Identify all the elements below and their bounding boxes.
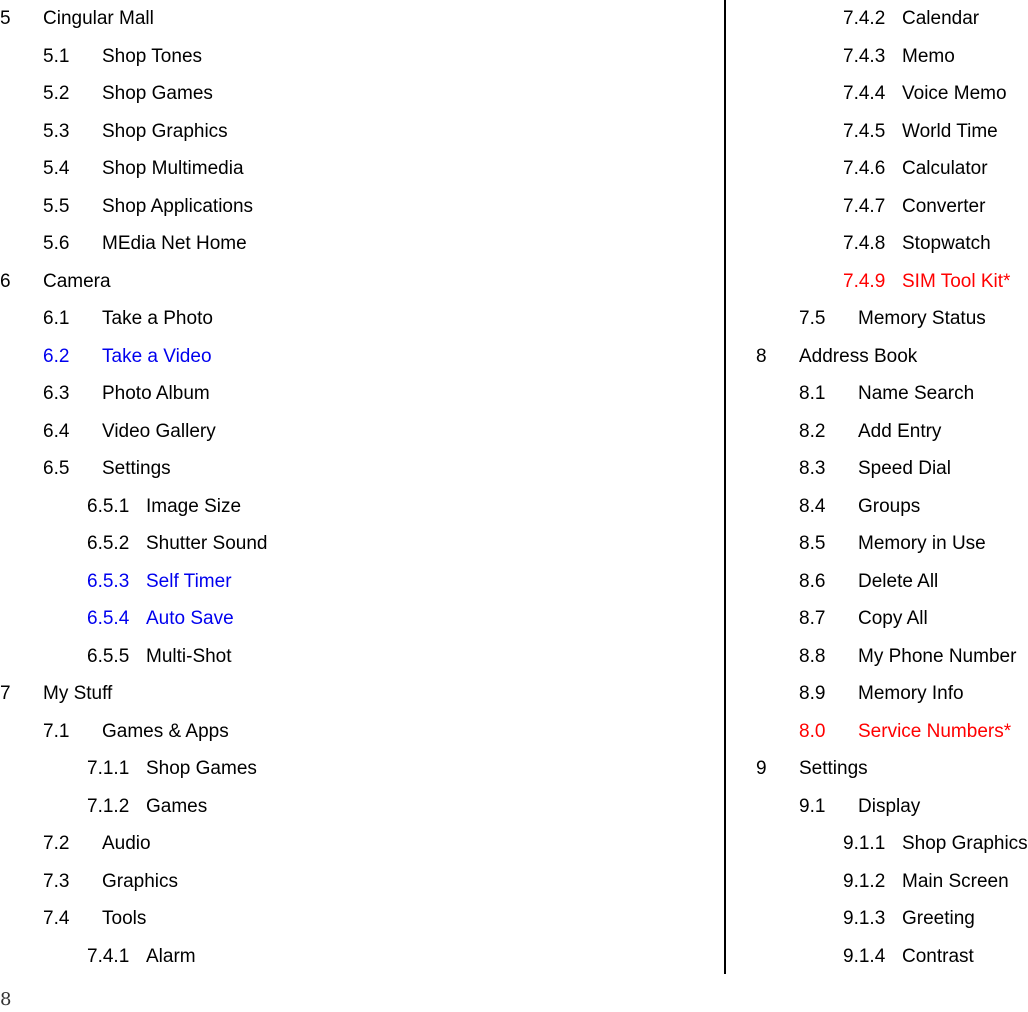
- menu-item-label: Add Entry: [858, 420, 942, 442]
- menu-item-number: 8.8: [799, 645, 826, 667]
- menu-item-number: 8.7: [799, 608, 826, 629]
- menu-item-label: Memory in Use: [858, 533, 986, 554]
- menu-item-number: 6.5: [43, 458, 70, 479]
- column-divider: [724, 0, 726, 974]
- menu-item-number: 8.6: [799, 570, 826, 592]
- menu-item-number: 6.5.1: [87, 495, 130, 517]
- menu-item-number: 5.3: [43, 120, 70, 142]
- page-number: 8: [0, 989, 12, 1010]
- menu-item-number: 8.1: [799, 383, 826, 404]
- menu-item-label: Games: [146, 795, 208, 817]
- menu-item-number: 7.5: [799, 308, 826, 329]
- menu-item-label: Audio: [102, 833, 151, 854]
- menu-item-label: Delete All: [858, 570, 939, 592]
- menu-item-number: 7.1.1: [87, 758, 130, 779]
- menu-item-number: 7.4.5: [843, 120, 886, 142]
- menu-item-number: 7.4.3: [843, 45, 886, 67]
- menu-item-label: Calendar: [902, 8, 980, 29]
- menu-item-label: Video Gallery: [102, 420, 216, 442]
- menu-item-number: 7.4.8: [843, 233, 886, 254]
- menu-item-number: 8.3: [799, 458, 826, 479]
- menu-item-label: Memory Info: [858, 683, 964, 704]
- menu-item-label: Speed Dial: [858, 458, 951, 479]
- menu-item-number: 5.5: [43, 195, 70, 217]
- menu-item-label: Shop Multimedia: [102, 158, 244, 179]
- menu-item-number: 8.5: [799, 533, 826, 554]
- menu-item-number: 7.2: [43, 833, 70, 854]
- menu-item-label: SIM Tool Kit*: [902, 270, 1011, 292]
- menu-item-number: 7.4.7: [843, 195, 886, 217]
- menu-item-number: 6.3: [43, 383, 70, 404]
- menu-item-number: 7: [0, 683, 11, 704]
- menu-item-label: Image Size: [146, 495, 242, 517]
- menu-item-label: Settings: [102, 458, 171, 479]
- menu-item-number: 6.2: [43, 345, 70, 367]
- menu-item-label: Shop Games: [146, 758, 257, 779]
- menu-item-label: Shop Tones: [102, 45, 203, 67]
- menu-item-number: 7.4.6: [843, 158, 886, 179]
- menu-item-number: 5: [0, 8, 11, 29]
- menu-item-label: Self Timer: [146, 570, 232, 592]
- menu-item-number: 7.4.2: [843, 8, 886, 29]
- menu-item-label: Copy All: [858, 608, 928, 629]
- menu-item-number: 6.5.3: [87, 570, 130, 592]
- menu-item-label: Settings: [799, 758, 868, 779]
- menu-item-label: Graphics: [102, 870, 179, 892]
- menu-item-label: Shop Graphics: [102, 120, 228, 142]
- menu-item-number: 9.1.3: [843, 908, 886, 929]
- menu-item-number: 9: [756, 758, 767, 779]
- menu-item-number: 6.1: [43, 308, 70, 329]
- menu-item-number: 7.4: [43, 908, 70, 929]
- menu-item-number: 6.5.2: [87, 533, 130, 554]
- menu-item-label: Shutter Sound: [146, 533, 268, 554]
- menu-item-number: 9.1: [799, 795, 826, 817]
- menu-item-number: 8: [756, 345, 767, 367]
- menu-item-label: Stopwatch: [902, 233, 991, 254]
- menu-item-number: 5.2: [43, 83, 70, 104]
- menu-item-number: 7.4.9: [843, 270, 886, 292]
- menu-item-number: 7.1.2: [87, 795, 130, 817]
- menu-item-label: Shop Games: [102, 83, 213, 104]
- menu-item-number: 5.1: [43, 45, 70, 67]
- menu-item-number: 6: [0, 270, 11, 292]
- menu-item-label: Contrast: [902, 945, 974, 967]
- menu-item-label: Calculator: [902, 158, 988, 179]
- menu-item-number: 6.5.4: [87, 608, 130, 629]
- menu-item-number: 7.1: [43, 720, 70, 742]
- menu-item-label: Take a Video: [102, 345, 212, 367]
- menu-item-label: Groups: [858, 495, 921, 517]
- menu-item-number: 9.1.1: [843, 833, 886, 854]
- menu-item-number: 8.4: [799, 495, 826, 517]
- menu-item-label: Service Numbers*: [858, 720, 1012, 742]
- menu-item-label: Camera: [43, 270, 111, 292]
- menu-item-label: Voice Memo: [902, 83, 1007, 104]
- menu-item-number: 9.1.2: [843, 870, 886, 892]
- menu-item-number: 5.6: [43, 233, 70, 254]
- menu-item-label: My Stuff: [43, 683, 113, 704]
- menu-item-label: Cingular Mall: [43, 8, 154, 29]
- menu-item-label: Memory Status: [858, 308, 986, 329]
- menu-item-number: 9.1.4: [843, 945, 886, 967]
- menu-item-label: MEdia Net Home: [102, 233, 247, 254]
- menu-item-number: 5.4: [43, 158, 70, 179]
- menu-item-label: Greeting: [902, 908, 975, 929]
- menu-item-number: 8.2: [799, 420, 826, 442]
- menu-item-label: World Time: [902, 120, 998, 142]
- menu-item-label: Name Search: [858, 383, 975, 404]
- menu-item-number: 8.9: [799, 683, 826, 704]
- menu-item-label: Alarm: [146, 945, 196, 967]
- menu-item-label: Multi-Shot: [146, 645, 232, 667]
- menu-item-label: Display: [858, 795, 921, 817]
- menu-item-number: 7.4.1: [87, 945, 130, 967]
- menu-item-label: Main Screen: [902, 870, 1009, 892]
- menu-item-label: Shop Applications: [102, 195, 254, 217]
- menu-item-label: Auto Save: [146, 608, 234, 629]
- menu-item-number: 7.3: [43, 870, 70, 892]
- menu-item-number: 8.0: [799, 720, 826, 742]
- menu-item-label: Tools: [102, 908, 147, 929]
- menu-item-label: Memo: [902, 45, 955, 67]
- menu-item-label: My Phone Number: [858, 645, 1017, 667]
- menu-item-label: Games & Apps: [102, 720, 229, 742]
- menu-item-label: Photo Album: [102, 383, 210, 404]
- menu-item-number: 6.4: [43, 420, 70, 442]
- menu-item-label: Shop Graphics: [902, 833, 1028, 854]
- menu-item-label: Address Book: [799, 345, 918, 367]
- menu-item-label: Take a Photo: [102, 308, 213, 329]
- menu-item-label: Converter: [902, 195, 986, 217]
- menu-item-number: 6.5.5: [87, 645, 130, 667]
- menu-item-number: 7.4.4: [843, 83, 886, 104]
